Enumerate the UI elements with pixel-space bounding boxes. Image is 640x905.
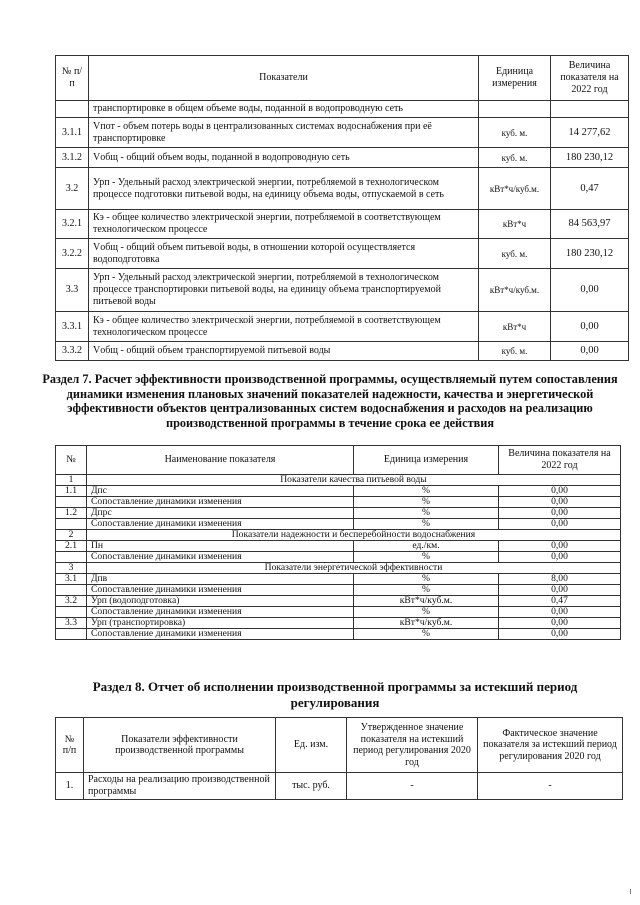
row-unit [479, 101, 551, 118]
row-unit: % [354, 497, 499, 508]
table-row [56, 773, 623, 800]
row-value: 8,00 [499, 574, 621, 585]
row-unit: куб. м. [479, 148, 551, 168]
table-row [56, 210, 629, 239]
row-unit: % [354, 574, 499, 585]
header-indicator: Показатели [89, 56, 479, 101]
table-row [56, 618, 621, 629]
row-value: 0,00 [499, 541, 621, 552]
indicators-table-continued [55, 55, 629, 361]
row-value: 180 230,12 [551, 239, 629, 269]
row-value: 0,00 [499, 585, 621, 596]
row-num: 3.1 [56, 574, 87, 585]
table-row [56, 148, 629, 168]
row-num: 3.3 [56, 618, 87, 629]
program-execution-report-table [55, 717, 623, 800]
row-name: Дпв [87, 574, 354, 585]
row-unit: % [354, 552, 499, 563]
row-value: 0,00 [499, 508, 621, 519]
row-actual: - [478, 773, 623, 800]
row-unit: кВт*ч/куб.м. [354, 618, 499, 629]
row-name: Дпс [87, 486, 354, 497]
row-unit: куб. м. [479, 239, 551, 269]
row-num [56, 607, 87, 618]
table-row [56, 497, 621, 508]
row-num: 3.3 [56, 269, 89, 312]
row-value: 0,00 [499, 486, 621, 497]
row-unit: % [354, 585, 499, 596]
row-indicator: Расходы на реализацию производственной программы [84, 773, 276, 800]
row-num: 3.3.1 [56, 312, 89, 342]
section-7-title: Раздел 7. Расчет эффективности производственной программы, осуществляемый путем сопоставления динамики изменения плановых значений показателей надежности, качества и энергетической эффективности объектов централизованных систем водоснабжения и расходов на реализацию производственной программы в течение срока ее действия [42, 372, 618, 430]
header-num: № [56, 446, 87, 475]
table-header-row [56, 718, 623, 773]
row-num: 2.1 [56, 541, 87, 552]
section-num: 2 [56, 530, 87, 541]
row-value: 84 563,97 [551, 210, 629, 239]
row-value: 0,00 [499, 497, 621, 508]
row-value: 0,00 [499, 519, 621, 530]
table-row [56, 607, 621, 618]
row-name: Сопоставление динамики изменения [87, 497, 354, 508]
section-row [56, 530, 621, 541]
row-value: 0,47 [551, 168, 629, 210]
table-row [56, 629, 621, 640]
section-8-title: Раздел 8. Отчет об исполнении производственной программы за истекший период регулирования [92, 679, 578, 710]
row-indicator: Кэ - общее количество электрической энергии, потребляемой в соответствующем технологическом процессе [89, 210, 479, 239]
row-unit: кВт*ч [479, 312, 551, 342]
table-row [56, 342, 629, 361]
row-num [56, 629, 87, 640]
row-value: 14 277,62 [551, 118, 629, 148]
row-indicator: Кэ - общее количество электрической энергии, потребляемой в соответствующем технологическом процессе [89, 312, 479, 342]
row-value: 0,00 [499, 629, 621, 640]
row-indicator: Vобщ - общий объем питьевой воды, в отношении которой осуществляется водоподготовка [89, 239, 479, 269]
row-num: 3.2.1 [56, 210, 89, 239]
row-name: Сопоставление динамики изменения [87, 607, 354, 618]
row-name: Урп (транспортировка) [87, 618, 354, 629]
row-value: 180 230,12 [551, 148, 629, 168]
row-approved: - [347, 773, 478, 800]
header-value: Величина показателя на 2022 год [499, 446, 621, 475]
row-num: 1. [56, 773, 84, 800]
header-approved: Утвержденное значение показателя на истекший период регулирования 2020 год [347, 718, 478, 773]
row-num: 3.2.2 [56, 239, 89, 269]
row-value: 0,00 [499, 607, 621, 618]
row-num: 3.3.2 [56, 342, 89, 361]
table-row [56, 519, 621, 530]
table-row [56, 541, 621, 552]
header-unit: Единица измерения [479, 56, 551, 101]
header-num: № п/п [56, 56, 89, 101]
section-label: Показатели надежности и бесперебойности водоснабжения [87, 530, 621, 541]
row-name: Пн [87, 541, 354, 552]
row-num: 3.1.2 [56, 148, 89, 168]
row-unit: кВт*ч [479, 210, 551, 239]
row-unit: куб. м. [479, 118, 551, 148]
table-row [56, 574, 621, 585]
row-num: 1.2 [56, 508, 87, 519]
row-name: Сопоставление динамики изменения [87, 519, 354, 530]
row-num: 1.1 [56, 486, 87, 497]
header-actual: Фактическое значение показателя за истекший период регулирования 2020 год [478, 718, 623, 773]
row-num [56, 519, 87, 530]
row-unit: кВт*ч/куб.м. [479, 168, 551, 210]
row-value: 0,00 [551, 342, 629, 361]
row-value: 0,00 [551, 269, 629, 312]
row-unit: % [354, 508, 499, 519]
row-num [56, 552, 87, 563]
row-unit: % [354, 486, 499, 497]
row-indicator: Vпот - объем потерь воды в централизованных системах водоснабжения при её транспортировке [89, 118, 479, 148]
row-unit: тыс. руб. [276, 773, 347, 800]
row-value: 0,47 [499, 596, 621, 607]
row-indicator: Урп - Удельный расход электрической энергии, потребляемой в технологическом процессе подготовки питьевой воды, на единицу объема воды, отпускаемой в сеть [89, 168, 479, 210]
header-num: № п/п [56, 718, 84, 773]
section-label: Показатели качества питьевой воды [87, 475, 621, 486]
row-unit: кВт*ч/куб.м. [354, 596, 499, 607]
row-name: Дпрс [87, 508, 354, 519]
row-indicator: Vобщ - общий объем транспортируемой питьевой воды [89, 342, 479, 361]
row-indicator: транспортировке в общем объеме воды, поданной в водопроводную сеть [89, 101, 479, 118]
table-row [56, 239, 629, 269]
row-name: Урп (водоподготовка) [87, 596, 354, 607]
section-row [56, 475, 621, 486]
table-row [56, 552, 621, 563]
row-unit: куб. м. [479, 342, 551, 361]
row-num [56, 497, 87, 508]
row-name: Сопоставление динамики изменения [87, 585, 354, 596]
table-row [56, 168, 629, 210]
row-value [551, 101, 629, 118]
row-value: 0,00 [499, 552, 621, 563]
row-num [56, 101, 89, 118]
header-unit: Ед. изм. [276, 718, 347, 773]
row-indicator: Урп - Удельный расход электрической энергии, потребляемой в технологическом процессе транспортировки питьевой воды, на единицу объема транспортируемой питьевой воды [89, 269, 479, 312]
section-num: 1 [56, 475, 87, 486]
row-unit: % [354, 519, 499, 530]
table-header-row [56, 56, 629, 101]
table-row [56, 596, 621, 607]
table-row [56, 118, 629, 148]
row-value: 0,00 [499, 618, 621, 629]
row-unit: кВт*ч/куб.м. [479, 269, 551, 312]
header-unit: Единица измерения [354, 446, 499, 475]
row-num: 3.2 [56, 168, 89, 210]
scan-mark [630, 889, 631, 894]
row-num: 3.2 [56, 596, 87, 607]
row-unit: ед./км. [354, 541, 499, 552]
row-value: 0,00 [551, 312, 629, 342]
header-indicator: Показатели эффективности производственной программы [84, 718, 276, 773]
table-row [56, 101, 629, 118]
header-name: Наименование показателя [87, 446, 354, 475]
section-num: 3 [56, 563, 87, 574]
section-row [56, 563, 621, 574]
row-unit: % [354, 607, 499, 618]
table-row [56, 269, 629, 312]
efficiency-calculation-table [55, 445, 621, 640]
row-name: Сопоставление динамики изменения [87, 629, 354, 640]
row-unit: % [354, 629, 499, 640]
section-label: Показатели энергетической эффективности [87, 563, 621, 574]
table-row [56, 585, 621, 596]
table-header-row [56, 446, 621, 475]
table-row [56, 312, 629, 342]
row-indicator: Vобщ - общий объем воды, поданной в водопроводную сеть [89, 148, 479, 168]
header-value: Величина показателя на 2022 год [551, 56, 629, 101]
row-num [56, 585, 87, 596]
row-name: Сопоставление динамики изменения [87, 552, 354, 563]
table-row [56, 486, 621, 497]
row-num: 3.1.1 [56, 118, 89, 148]
table-row [56, 508, 621, 519]
